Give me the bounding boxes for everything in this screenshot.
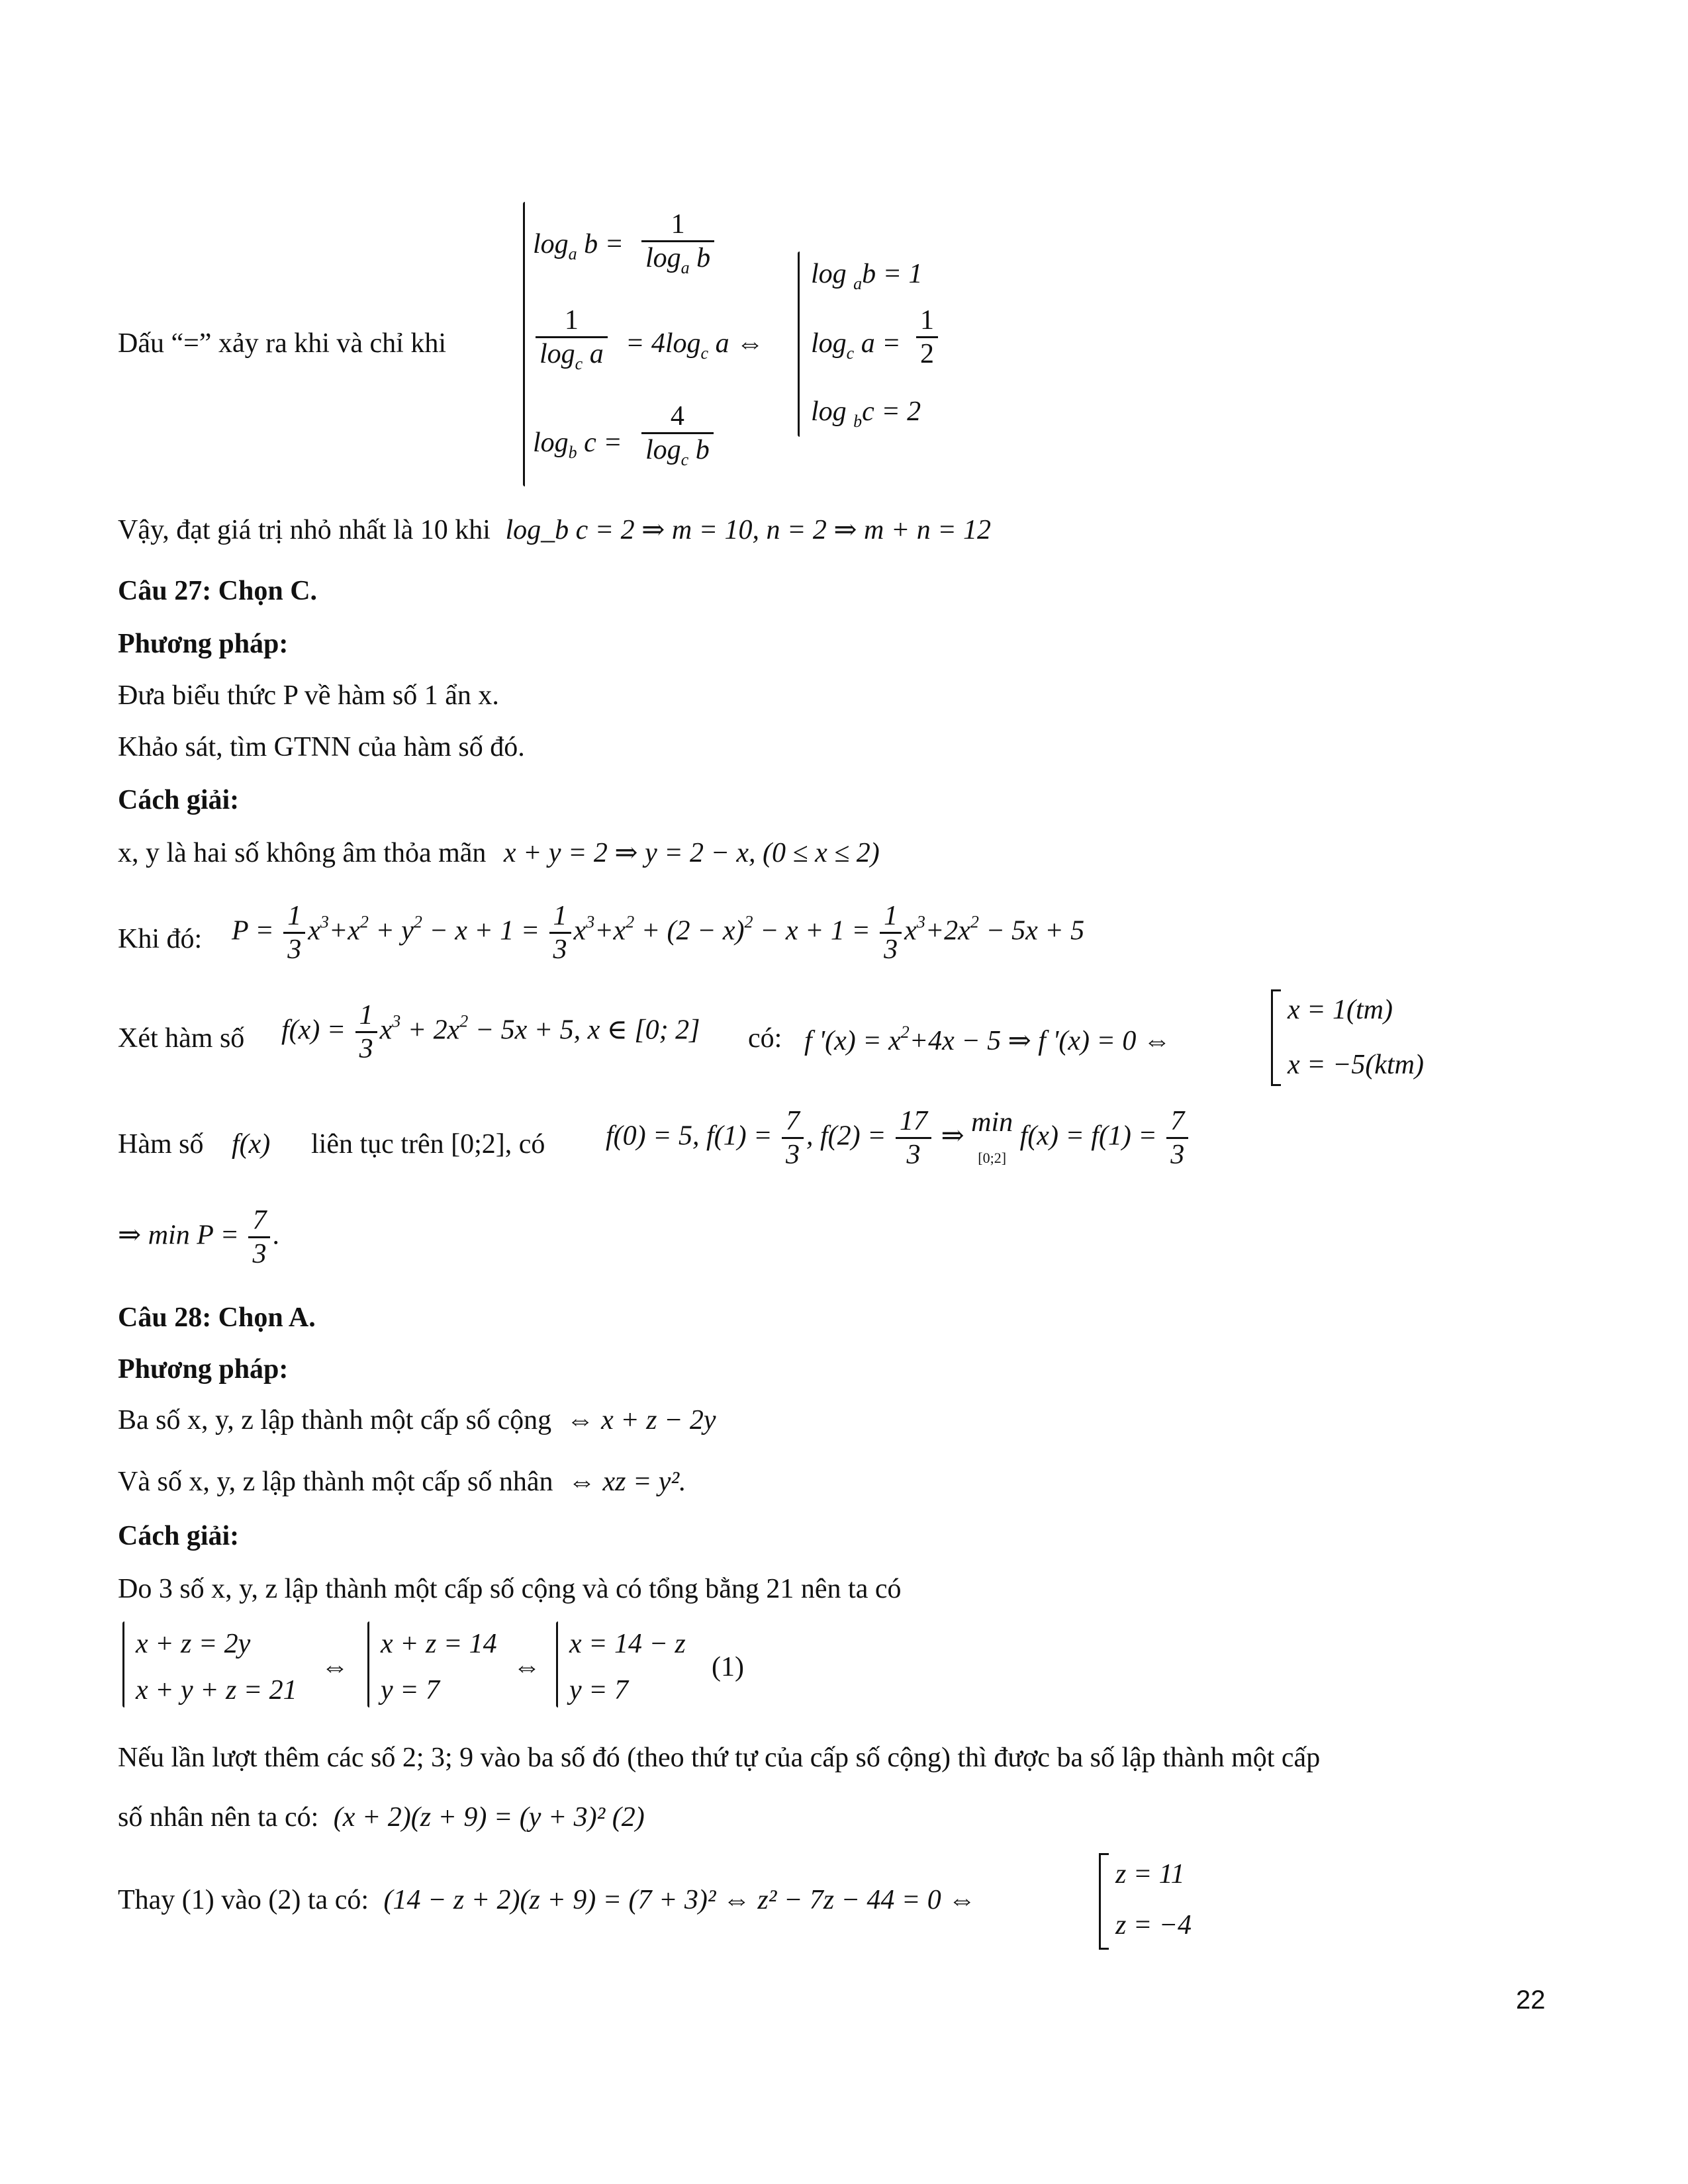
cau28-sys-brace-c: [556, 1621, 558, 1707]
cau27-values: f(0) = 5, f(1) = $\frac{7}{3}$ , f(2) = $\frac{17}{3}$ ⇒ min [0;2] f(x) = f(1) = $\frac{7}{3}$: [606, 1105, 1191, 1171]
cau28-sys-b2: y = 7: [381, 1675, 440, 1706]
vay-line: [118, 516, 991, 544]
cau28-z2: z = −4: [1115, 1910, 1192, 1940]
cau28-p1: [118, 1406, 716, 1434]
cau28-z-bracket: [1099, 1853, 1109, 1950]
cau27-co: có:: [748, 1023, 782, 1054]
cau28-title: Câu 28: Chọn A.: [118, 1302, 316, 1333]
cau28-sys-brace-b: [367, 1621, 369, 1707]
cau27-root1: x = 1(tm): [1288, 995, 1393, 1025]
cau27-p1: Đưa biểu thức P về hàm số 1 ẩn x.: [118, 680, 499, 711]
cau28-sys-brace-a: [122, 1621, 124, 1707]
cau28-p2: [118, 1468, 686, 1496]
cau27-cach-giai: Cách giải:: [118, 785, 240, 815]
left-brace: [523, 202, 525, 486]
cau28-s3-text: số nhân nên ta có:: [118, 1802, 319, 1833]
eq-cond-label: Dấu “=” xảy ra khi và chỉ khi: [118, 328, 447, 359]
page-number: 22: [1516, 1985, 1546, 2015]
cau28-s4-math: (14 − z + 2)(z + 9) = (7 + 3)² ⇔ z² − 7z − 44 = 0 ⇔: [383, 1885, 976, 1915]
cau28-s4: [118, 1886, 976, 1914]
eq-res-row2: $\log_c a$ =: [811, 328, 901, 363]
eq-sys-row1-frac: $\frac{1}{\log_a b}$: [639, 208, 717, 278]
cau27-derivative: f '$(x) = x^2+4x - 5$ ⇒ f '(x) = 0 ⇔: [804, 1023, 1171, 1056]
eq-sys-row3-frac: $\frac{4}{\log_c b}$: [639, 400, 716, 470]
cau28-z1: z = 11: [1115, 1859, 1185, 1889]
cau27-f-def: f(x) = $\frac{1}{3}$ $x^3 + 2x^2 - 5x + 5$, x ∈ [0; 2]: [281, 1000, 700, 1065]
cau27-root-bracket: [1271, 989, 1281, 1086]
cau28-s3-math: (x + 2)(z + 9) = (y + 3)² (2): [333, 1802, 645, 1833]
cau28-s4-text: Thay (1) vào (2) ta có:: [118, 1885, 369, 1915]
cau28-p2-text: Và số x, y, z lập thành một cấp số nhân: [118, 1467, 553, 1497]
cau27-title: Câu 27: Chọn C.: [118, 576, 318, 606]
cau27-phuong-phap: Phương pháp:: [118, 629, 289, 659]
cau28-s2: Nếu lần lượt thêm các số 2; 3; 9 vào ba số đó (theo thứ tự của cấp số cộng) thì được ba số lập thành một cấp: [118, 1743, 1321, 1773]
eq-res-row3: log $_b$c = 2: [811, 396, 921, 431]
cau27-s1-text: x, y là hai số không âm thỏa mãn: [118, 838, 487, 868]
cau27-lien-tuc: liên tục trên [0;2], có: [311, 1129, 545, 1160]
cau27-p2: Khảo sát, tìm GTNN của hàm số đó.: [118, 732, 525, 762]
cau28-p2-math: ⇔ xz = y².: [567, 1467, 686, 1497]
cau28-s3: [118, 1803, 645, 1831]
cau27-s1: [118, 839, 880, 867]
cau28-sys-c1: x = 14 − z: [569, 1629, 686, 1659]
cau27-root2: x = −5(ktm): [1288, 1050, 1424, 1080]
cau28-p1-math: ⇔ x + z − 2y: [566, 1405, 716, 1435]
cau27-fx: f(x): [232, 1129, 271, 1160]
cau28-sys-a2: x + y + z = 21: [136, 1675, 297, 1706]
eq-sys-row2: $\frac{1}{\log_c a}$: [533, 304, 610, 374]
eq-res-row2-frac: $\frac{1}{2}$: [914, 304, 941, 371]
cau27-xet: Xét hàm số: [118, 1023, 245, 1054]
cau27-khi-do: Khi đó:: [118, 924, 203, 954]
cau27-s1-math: x + y = 2 ⇒ y = 2 − x, (0 ≤ x ≤ 2): [503, 838, 880, 868]
cau28-equiv-2: ⇔: [513, 1652, 541, 1682]
cau28-cach-giai: Cách giải:: [118, 1521, 240, 1551]
eq-sys-row2-rhs: = $4\log_c$ a ⇔: [626, 328, 765, 363]
vay-text: Vậy, đạt giá trị nhỏ nhất là 10 khi: [118, 515, 491, 545]
cau28-sys-c2: y = 7: [569, 1675, 628, 1706]
cau28-sys-b1: x + z = 14: [381, 1629, 497, 1659]
vay-math: log_b c = 2 ⇒ m = 10, n = 2 ⇒ m + n = 12: [505, 515, 992, 545]
cau28-equiv-1: ⇔: [321, 1652, 349, 1682]
cau28-phuong-phap: Phương pháp:: [118, 1354, 289, 1385]
cau28-s1: Do 3 số x, y, z lập thành một cấp số cộng và có tổng bằng 21 nên ta có: [118, 1574, 902, 1604]
eq-sys-row3: $\log_b c$ =: [533, 428, 622, 462]
eq-res-row1: log $_a$b = 1: [811, 259, 923, 293]
cau28-sys-tag: (1): [712, 1652, 744, 1682]
eq-sys-row1: $\log_a b$ =: [533, 229, 624, 263]
cau27-p-expr: P = $\frac{1}{3}$ $x^3+x^2 + y^2 - x + 1$ = $\frac{1}{3}$ $x^3+x^2 + (2 - x)^2 - x + 1$ = $\frac{1}{3}$ $x^3+2x^2 - 5x + 5$: [232, 901, 1085, 966]
cau28-sys-a1: x + z = 2y: [136, 1629, 251, 1659]
right-brace: [798, 251, 800, 437]
cau27-ham-so: Hàm số: [118, 1129, 204, 1160]
cau28-p1-text: Ba số x, y, z lập thành một cấp số cộng: [118, 1405, 552, 1435]
cau27-min-p: ⇒ min P = $\frac{7}{3}$ .: [118, 1205, 280, 1270]
